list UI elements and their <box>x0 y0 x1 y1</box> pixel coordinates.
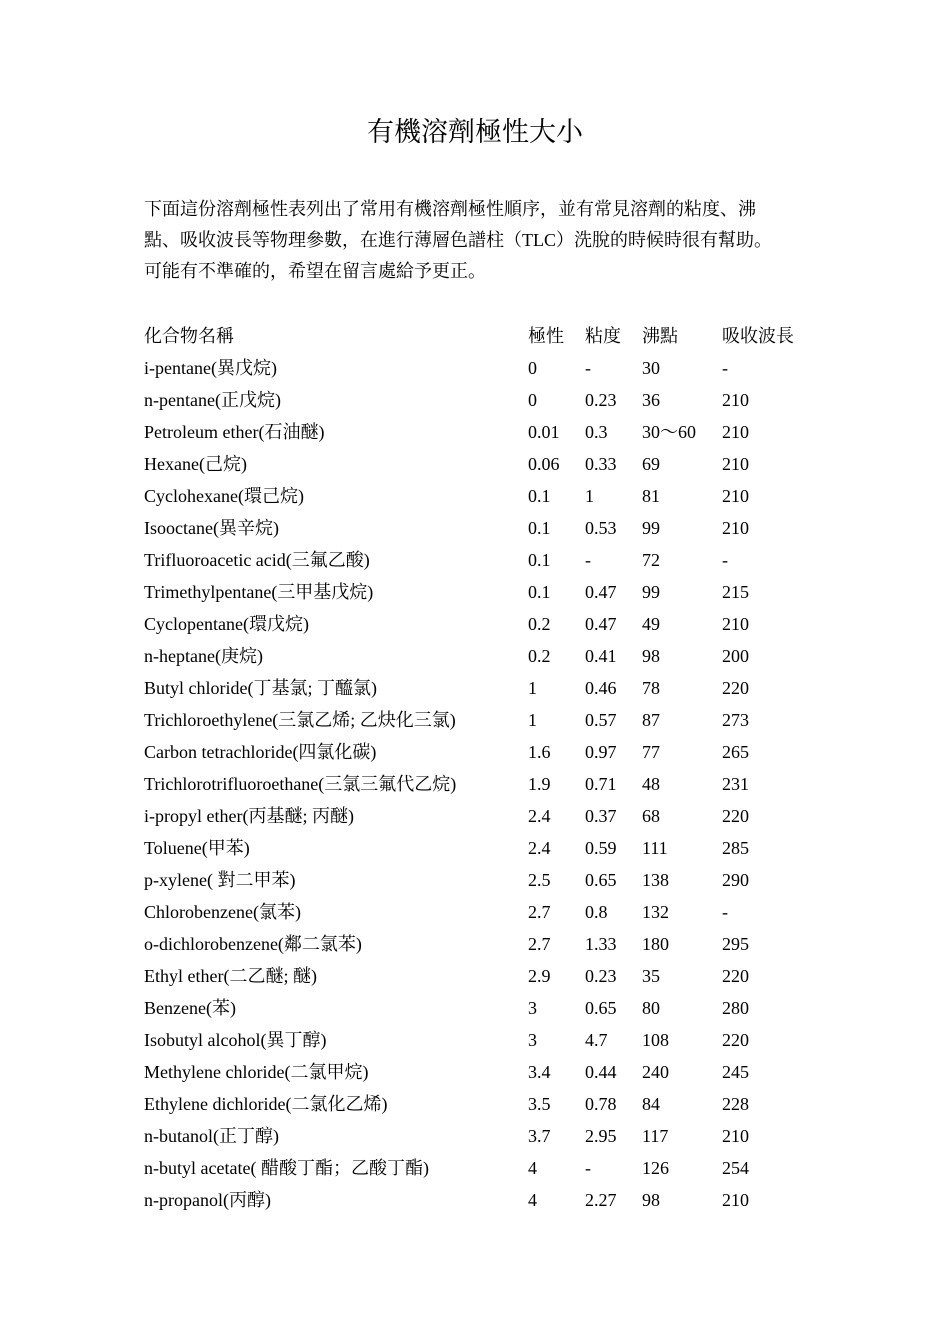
cell-absorption-wavelength: 210 <box>722 454 749 474</box>
cell-viscosity: 0.33 <box>585 454 617 474</box>
cell-boiling-point: 77 <box>642 742 660 762</box>
cell-absorption-wavelength: - <box>722 550 728 570</box>
cell-viscosity: 0.47 <box>585 582 617 602</box>
cell-viscosity: 0.8 <box>585 902 608 922</box>
table-row <box>144 960 812 992</box>
cell-compound-name: p-xylene( 對二甲苯) <box>144 870 296 890</box>
cell-absorption-wavelength: 210 <box>722 1126 749 1146</box>
table-row <box>144 1152 812 1184</box>
cell-boiling-point: 78 <box>642 678 660 698</box>
cell-viscosity: 1.33 <box>585 934 617 954</box>
cell-boiling-point: 49 <box>642 614 660 634</box>
cell-absorption-wavelength: 228 <box>722 1094 749 1114</box>
cell-viscosity: - <box>585 358 591 378</box>
table-row <box>144 544 812 576</box>
cell-polarity: 0.1 <box>528 550 551 570</box>
cell-polarity: 4 <box>528 1158 537 1178</box>
cell-viscosity: 0.53 <box>585 518 617 538</box>
cell-viscosity: 2.95 <box>585 1126 617 1146</box>
cell-boiling-point: 180 <box>642 934 669 954</box>
cell-polarity: 0.1 <box>528 518 551 538</box>
header-absorption-wavelength: 吸收波長 <box>722 326 794 346</box>
cell-boiling-point: 99 <box>642 518 660 538</box>
cell-polarity: 2.7 <box>528 934 551 954</box>
table-header-row <box>144 320 812 352</box>
cell-compound-name: Trifluoroacetic acid(三氟乙酸) <box>144 550 370 570</box>
header-polarity: 極性 <box>528 326 564 346</box>
cell-viscosity: 0.44 <box>585 1062 617 1082</box>
cell-boiling-point: 68 <box>642 806 660 826</box>
table-row <box>144 1120 812 1152</box>
header-boiling-point: 沸點 <box>642 326 678 346</box>
cell-polarity: 3 <box>528 998 537 1018</box>
table-row <box>144 704 812 736</box>
cell-boiling-point: 240 <box>642 1062 669 1082</box>
cell-absorption-wavelength: - <box>722 902 728 922</box>
cell-polarity: 1 <box>528 710 537 730</box>
cell-compound-name: n-pentane(正戊烷) <box>144 390 281 410</box>
cell-boiling-point: 84 <box>642 1094 660 1114</box>
cell-absorption-wavelength: 220 <box>722 1030 749 1050</box>
cell-polarity: 0.2 <box>528 614 551 634</box>
cell-polarity: 2.5 <box>528 870 551 890</box>
cell-compound-name: Trichlorotrifluoroethane(三氯三氟代乙烷) <box>144 774 457 794</box>
header-viscosity: 粘度 <box>585 326 621 346</box>
cell-boiling-point: 108 <box>642 1030 669 1050</box>
cell-absorption-wavelength: 210 <box>722 486 749 506</box>
cell-viscosity: 4.7 <box>585 1030 608 1050</box>
cell-absorption-wavelength: 215 <box>722 582 749 602</box>
solvent-polarity-table <box>144 320 812 1216</box>
cell-viscosity: 0.23 <box>585 390 617 410</box>
cell-compound-name: Methylene chloride(二氯甲烷) <box>144 1062 369 1082</box>
cell-compound-name: Carbon tetrachloride(四氯化碳) <box>144 742 377 762</box>
cell-compound-name: Trichloroethylene(三氯乙烯; 乙炔化三氯) <box>144 710 456 730</box>
cell-boiling-point: 117 <box>642 1126 669 1146</box>
cell-absorption-wavelength: 231 <box>722 774 749 794</box>
cell-polarity: 0 <box>528 358 537 378</box>
cell-compound-name: Ethyl ether(二乙醚; 醚) <box>144 966 317 986</box>
cell-boiling-point: 48 <box>642 774 660 794</box>
cell-viscosity: 0.97 <box>585 742 617 762</box>
cell-boiling-point: 69 <box>642 454 660 474</box>
cell-absorption-wavelength: 273 <box>722 710 749 730</box>
table-row <box>144 896 812 928</box>
cell-viscosity: - <box>585 550 591 570</box>
table-body <box>144 352 812 1216</box>
cell-absorption-wavelength: 280 <box>722 998 749 1018</box>
table-row <box>144 640 812 672</box>
table-row <box>144 576 812 608</box>
table-row <box>144 672 812 704</box>
intro-line: 下面這份溶劑極性表列出了常用有機溶劑極性順序，並有常見溶劑的粘度、沸 <box>144 199 756 219</box>
cell-boiling-point: 30 <box>642 358 660 378</box>
cell-viscosity: 0.57 <box>585 710 617 730</box>
cell-boiling-point: 126 <box>642 1158 669 1178</box>
cell-compound-name: Cyclopentane(環戊烷) <box>144 614 309 634</box>
table-row <box>144 448 812 480</box>
cell-absorption-wavelength: 210 <box>722 614 749 634</box>
header-compound-name: 化合物名稱 <box>144 326 234 346</box>
table-row <box>144 352 812 384</box>
cell-viscosity: 0.47 <box>585 614 617 634</box>
cell-viscosity: 1 <box>585 486 594 506</box>
cell-compound-name: Trimethylpentane(三甲基戊烷) <box>144 582 374 602</box>
cell-polarity: 1.6 <box>528 742 551 762</box>
table-row <box>144 416 812 448</box>
cell-polarity: 0 <box>528 390 537 410</box>
cell-viscosity: 0.65 <box>585 998 617 1018</box>
cell-boiling-point: 87 <box>642 710 660 730</box>
cell-boiling-point: 80 <box>642 998 660 1018</box>
cell-viscosity: 0.41 <box>585 646 617 666</box>
intro-paragraph <box>144 194 824 287</box>
cell-compound-name: Ethylene dichloride(二氯化乙烯) <box>144 1094 388 1114</box>
cell-absorption-wavelength: 210 <box>722 390 749 410</box>
cell-boiling-point: 98 <box>642 1190 660 1210</box>
cell-polarity: 4 <box>528 1190 537 1210</box>
cell-polarity: 3 <box>528 1030 537 1050</box>
cell-viscosity: 2.27 <box>585 1190 617 1210</box>
table-row <box>144 736 812 768</box>
table-row <box>144 928 812 960</box>
cell-polarity: 3.5 <box>528 1094 551 1114</box>
cell-compound-name: Chlorobenzene(氯苯) <box>144 902 301 922</box>
table-row <box>144 480 812 512</box>
cell-viscosity: 0.65 <box>585 870 617 890</box>
cell-viscosity: 0.46 <box>585 678 617 698</box>
table-row <box>144 832 812 864</box>
cell-polarity: 3.7 <box>528 1126 551 1146</box>
table-row <box>144 992 812 1024</box>
cell-polarity: 2.7 <box>528 902 551 922</box>
cell-viscosity: 0.23 <box>585 966 617 986</box>
cell-compound-name: Toluene(甲苯) <box>144 838 250 858</box>
table-row <box>144 768 812 800</box>
cell-compound-name: o-dichlorobenzene(鄰二氯苯) <box>144 934 362 954</box>
table-row <box>144 384 812 416</box>
cell-boiling-point: 36 <box>642 390 660 410</box>
cell-polarity: 0.01 <box>528 422 560 442</box>
cell-compound-name: n-heptane(庚烷) <box>144 646 263 666</box>
cell-absorption-wavelength: 220 <box>722 806 749 826</box>
table-row <box>144 864 812 896</box>
cell-viscosity: - <box>585 1158 591 1178</box>
cell-boiling-point: 35 <box>642 966 660 986</box>
page-title: 有機溶劑極性大小 <box>367 117 583 147</box>
cell-absorption-wavelength: 285 <box>722 838 749 858</box>
cell-boiling-point: 99 <box>642 582 660 602</box>
table-row <box>144 800 812 832</box>
cell-boiling-point: 111 <box>642 838 668 858</box>
cell-absorption-wavelength: 290 <box>722 870 749 890</box>
cell-polarity: 2.4 <box>528 838 551 858</box>
cell-absorption-wavelength: 265 <box>722 742 749 762</box>
table-row <box>144 512 812 544</box>
cell-compound-name: Hexane(己烷) <box>144 454 247 474</box>
cell-absorption-wavelength: 295 <box>722 934 749 954</box>
cell-compound-name: Butyl chloride(丁基氯; 丁醯氯) <box>144 678 377 698</box>
cell-absorption-wavelength: 200 <box>722 646 749 666</box>
cell-polarity: 0.1 <box>528 486 551 506</box>
cell-compound-name: Isooctane(異辛烷) <box>144 518 279 538</box>
cell-boiling-point: 98 <box>642 646 660 666</box>
cell-polarity: 3.4 <box>528 1062 551 1082</box>
cell-boiling-point: 72 <box>642 550 660 570</box>
cell-viscosity: 0.37 <box>585 806 617 826</box>
cell-compound-name: Benzene(苯) <box>144 998 236 1018</box>
cell-viscosity: 0.59 <box>585 838 617 858</box>
table-row <box>144 1184 812 1216</box>
cell-compound-name: i-pentane(異戊烷) <box>144 358 277 378</box>
cell-absorption-wavelength: 245 <box>722 1062 749 1082</box>
cell-compound-name: n-butanol(正丁醇) <box>144 1126 279 1146</box>
cell-polarity: 1 <box>528 678 537 698</box>
cell-absorption-wavelength: 254 <box>722 1158 749 1178</box>
cell-polarity: 1.9 <box>528 774 551 794</box>
cell-boiling-point: 81 <box>642 486 660 506</box>
cell-absorption-wavelength: 220 <box>722 966 749 986</box>
cell-absorption-wavelength: 210 <box>722 518 749 538</box>
cell-compound-name: n-butyl acetate( 醋酸丁酯；乙酸丁酯) <box>144 1158 429 1178</box>
cell-compound-name: Isobutyl alcohol(異丁醇) <box>144 1030 327 1050</box>
cell-compound-name: i-propyl ether(丙基醚; 丙醚) <box>144 806 354 826</box>
cell-absorption-wavelength: 210 <box>722 1190 749 1210</box>
table-row <box>144 1056 812 1088</box>
cell-polarity: 2.9 <box>528 966 551 986</box>
cell-polarity: 0.2 <box>528 646 551 666</box>
cell-absorption-wavelength: - <box>722 358 728 378</box>
table-row <box>144 608 812 640</box>
cell-compound-name: n-propanol(丙醇) <box>144 1190 271 1210</box>
cell-polarity: 0.1 <box>528 582 551 602</box>
cell-boiling-point: 30～60 <box>642 422 696 442</box>
table-row <box>144 1088 812 1120</box>
cell-compound-name: Petroleum ether(石油醚) <box>144 422 325 442</box>
cell-polarity: 2.4 <box>528 806 551 826</box>
cell-viscosity: 0.71 <box>585 774 617 794</box>
cell-boiling-point: 132 <box>642 902 669 922</box>
cell-viscosity: 0.78 <box>585 1094 617 1114</box>
cell-polarity: 0.06 <box>528 454 560 474</box>
cell-viscosity: 0.3 <box>585 422 608 442</box>
intro-line: 點、吸收波長等物理參數，在進行薄層色譜柱（TLC）洗脫的時候時很有幫助。 <box>144 230 772 250</box>
cell-boiling-point: 138 <box>642 870 669 890</box>
cell-compound-name: Cyclohexane(環己烷) <box>144 486 304 506</box>
cell-absorption-wavelength: 210 <box>722 422 749 442</box>
intro-line: 可能有不準確的，希望在留言處給予更正。 <box>144 261 486 281</box>
table-row <box>144 1024 812 1056</box>
cell-absorption-wavelength: 220 <box>722 678 749 698</box>
